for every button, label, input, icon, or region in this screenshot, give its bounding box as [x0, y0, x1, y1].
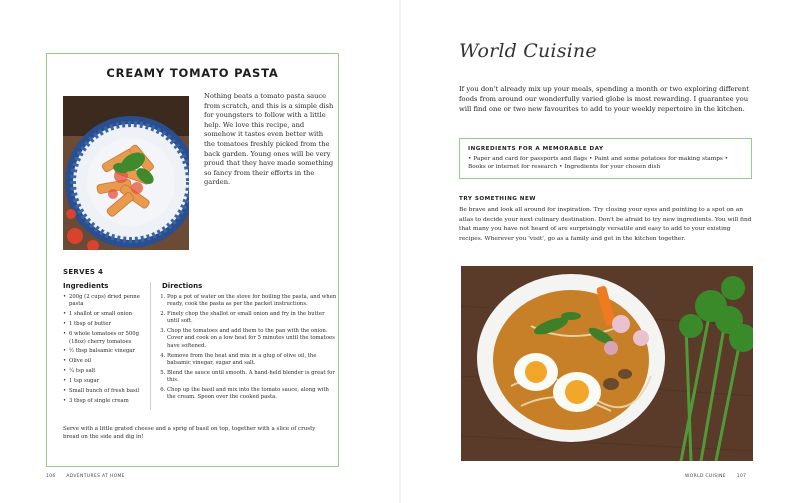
direction-step: 6. Chop up the basil and mix into the tomato sauce, along with the cream. Spoon over the cooked pasta. [167, 387, 337, 401]
page-number: 107 [736, 474, 747, 479]
running-title: WORLD CUISINE [685, 474, 726, 479]
chapter-title: World Cuisine [459, 40, 597, 62]
ingredient-item: • 1 shallot or small onion [63, 311, 147, 318]
right-footer [685, 474, 746, 479]
ingredient-item: • Olive oil [63, 358, 147, 365]
serve-note: Serve with a little grated cheese and a sprig of basil on top, together with a slice of crusty bread on the side and dig in! [63, 426, 316, 440]
ingredients-box-heading: INGREDIENTS FOR A MEMORABLE DAY [468, 146, 604, 152]
column-divider [150, 282, 151, 410]
directions-heading: Directions [162, 282, 203, 290]
ingredients-box [459, 138, 752, 179]
recipe-title: CREAMY TOMATO PASTA [106, 66, 279, 80]
running-title: ADVENTURES AT HOME [66, 474, 125, 479]
ingredient-item: • 1 tbsp of butter [63, 321, 147, 328]
left-footer [46, 474, 125, 479]
direction-step: 2. Finely chop the shallot or small onion and fry in the butter until soft. [167, 311, 337, 325]
ingredients-list [63, 294, 147, 408]
page-number: 106 [46, 474, 56, 479]
ingredient-item: • ½ tbsp balsamic vinegar [63, 348, 147, 355]
direction-step: 1. Pop a pot of water on the stove for boiling the pasta, and when ready, cook the pasta as per the packet instructions. [167, 294, 337, 308]
recipe-intro: Nothing beats a tomato pasta sauce from scratch, and this is a simple dish for youngsters to follow with a little help. We love this recipe, and somehow it tastes even better with the tomatoes freshly picked from the back garden. Young ones will be very proud that they have made something so fancy from their efforts in the garden. [204, 92, 334, 187]
section-heading: TRY SOMETHING NEW [459, 196, 536, 202]
ingredient-item: • 1 tsp sugar [63, 378, 147, 385]
direction-step: 4. Remove from the heat and mix in a glug of olive oil, the balsamic vinegar, sugar and salt. [167, 353, 337, 367]
direction-step: 5. Blend the sauce until smooth. A hand-held blender is great for this. [167, 370, 337, 384]
pasta-photo [63, 96, 189, 250]
ingredient-item: • 3 tbsp of single cream [63, 398, 147, 405]
ingredient-item: • ¼ tsp salt [63, 368, 147, 375]
serves-label: SERVES 4 [63, 268, 104, 276]
soup-photo [461, 266, 753, 461]
recipe-box [46, 53, 339, 467]
ingredient-item: • 6 whole tomatoes or 500g (18oz) cherry tomatoes [63, 331, 147, 346]
ingredients-box-body: • Paper and card for passports and flags • Paint and some potatoes for making stamps • Books or internet for research • Ingredients for your chosen dish [468, 156, 729, 171]
direction-step: 3. Chop the tomatoes and add them to the pan with the onion. Cover and cook on a low heat for 5 minutes until the tomatoes have softened. [167, 328, 337, 349]
ingredient-item: • Small bunch of fresh basil [63, 388, 147, 395]
ingredients-heading: Ingredients [63, 282, 109, 290]
right-page [400, 0, 800, 503]
section-body: Be brave and look all around for inspiration. Try closing your eyes and pointing to a spot on an atlas to decide your next culinary destination. Don't be afraid to try new ingredients. You will find that many you have not heard of are surprisingly versatile and easy to add to your existing recipes. Wherever you 'visit', go as a family and get in the kitchen together. [459, 207, 752, 242]
chapter-lead: If you don't already mix up your meals, spending a month or two exploring different foods from around our wonderfully varied globe is most rewarding. I guarantee you will find one or two new favourites to add to your weekly repertoire in the kitchen. [459, 85, 749, 113]
directions-list [159, 294, 337, 404]
ingredient-item: • 200g (2 cups) dried penne pasta [63, 294, 147, 309]
